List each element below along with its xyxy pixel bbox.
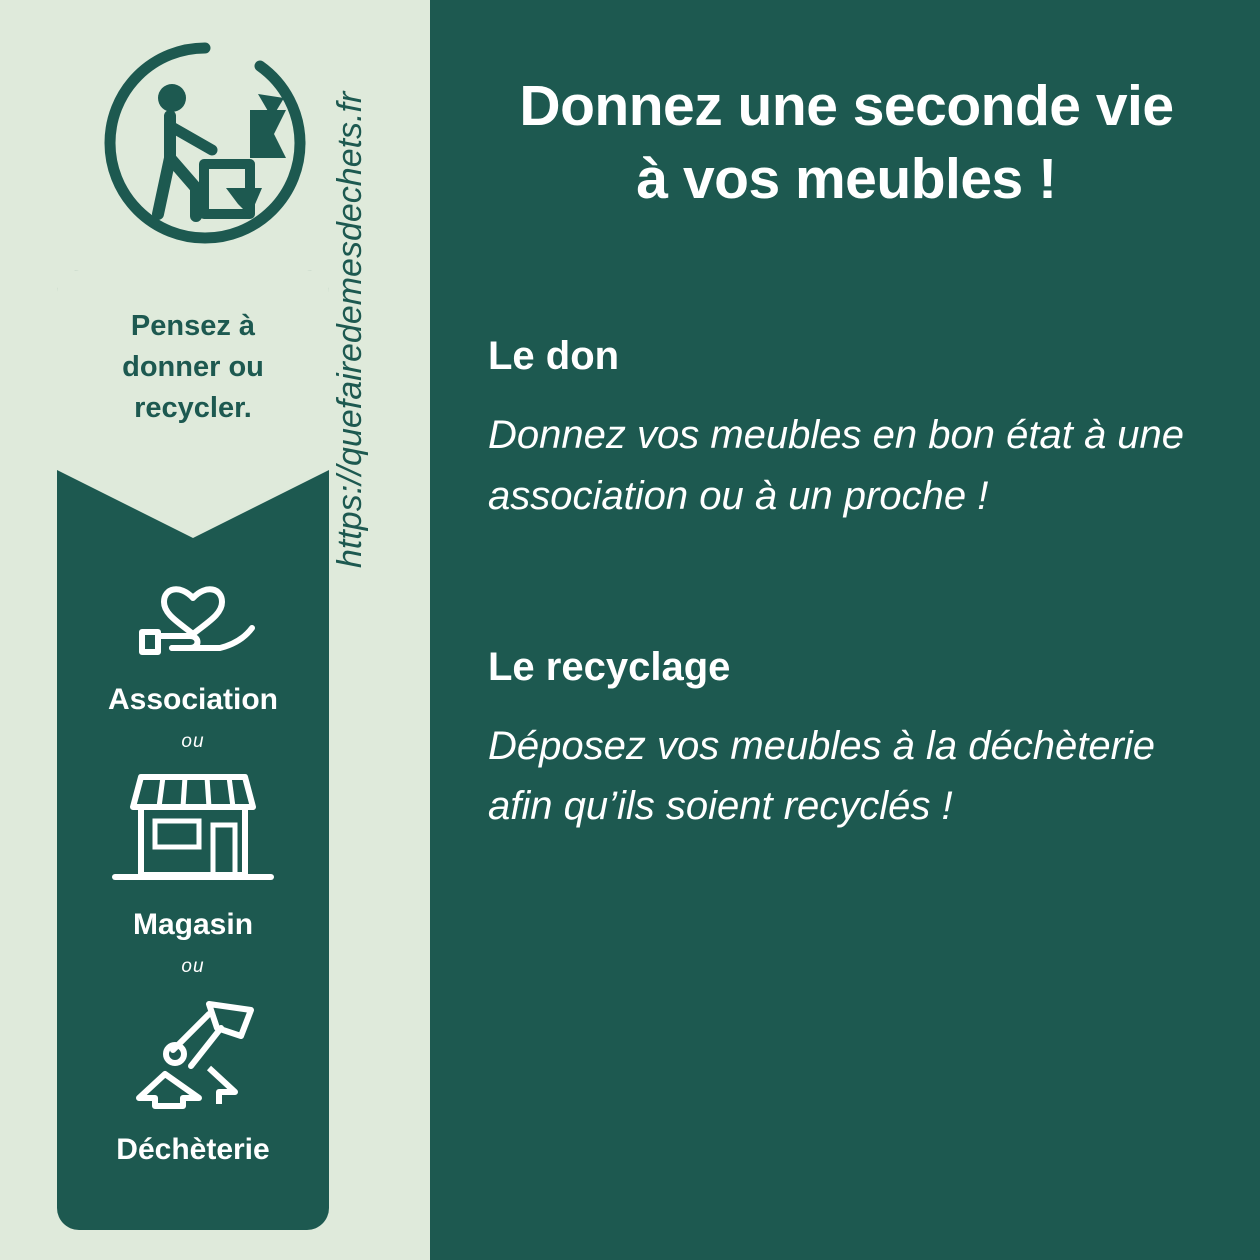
section-title: Le don	[488, 333, 620, 378]
shop-icon	[57, 767, 329, 892]
advice-banner	[57, 270, 329, 538]
hand-heart-icon	[57, 552, 329, 667]
left-panel	[0, 0, 430, 1260]
recycling-center-icon	[57, 992, 329, 1117]
option-magasin	[57, 767, 329, 978]
option-label: Déchèterie	[116, 1133, 270, 1166]
option-label: Magasin	[132, 908, 254, 941]
advice-line-3: recycler.	[134, 392, 252, 425]
section-title: Le recyclage	[488, 644, 731, 689]
option-association	[57, 552, 329, 753]
advice-line-2: donner ou	[122, 351, 264, 384]
section-don	[488, 334, 1205, 527]
options-ribbon	[57, 270, 329, 1230]
page-title	[488, 70, 1205, 216]
section-body: Donnez vos meubles en bon état à une association ou à un proche !	[488, 412, 1185, 518]
recycle-person-icon	[100, 38, 310, 248]
option-label: Association	[107, 683, 279, 716]
options-stack	[57, 552, 329, 1167]
advice-banner-text	[57, 306, 329, 430]
headline-line-1: Donnez une seconde vie	[519, 74, 1174, 138]
option-separator: ou	[181, 731, 205, 752]
option-dechèterie	[57, 992, 329, 1167]
section-recyclage	[488, 645, 1205, 838]
section-body: Déposez vos meubles à la déchèterie afin qu’ils soient recyclés !	[488, 723, 1156, 829]
headline-line-2: à vos meubles !	[636, 146, 1057, 211]
right-panel	[430, 0, 1260, 1260]
website-url[interactable]: https://quefairedemesdechets.fr	[331, 91, 369, 568]
option-separator: ou	[181, 956, 205, 977]
advice-line-1: Pensez à	[130, 310, 256, 342]
